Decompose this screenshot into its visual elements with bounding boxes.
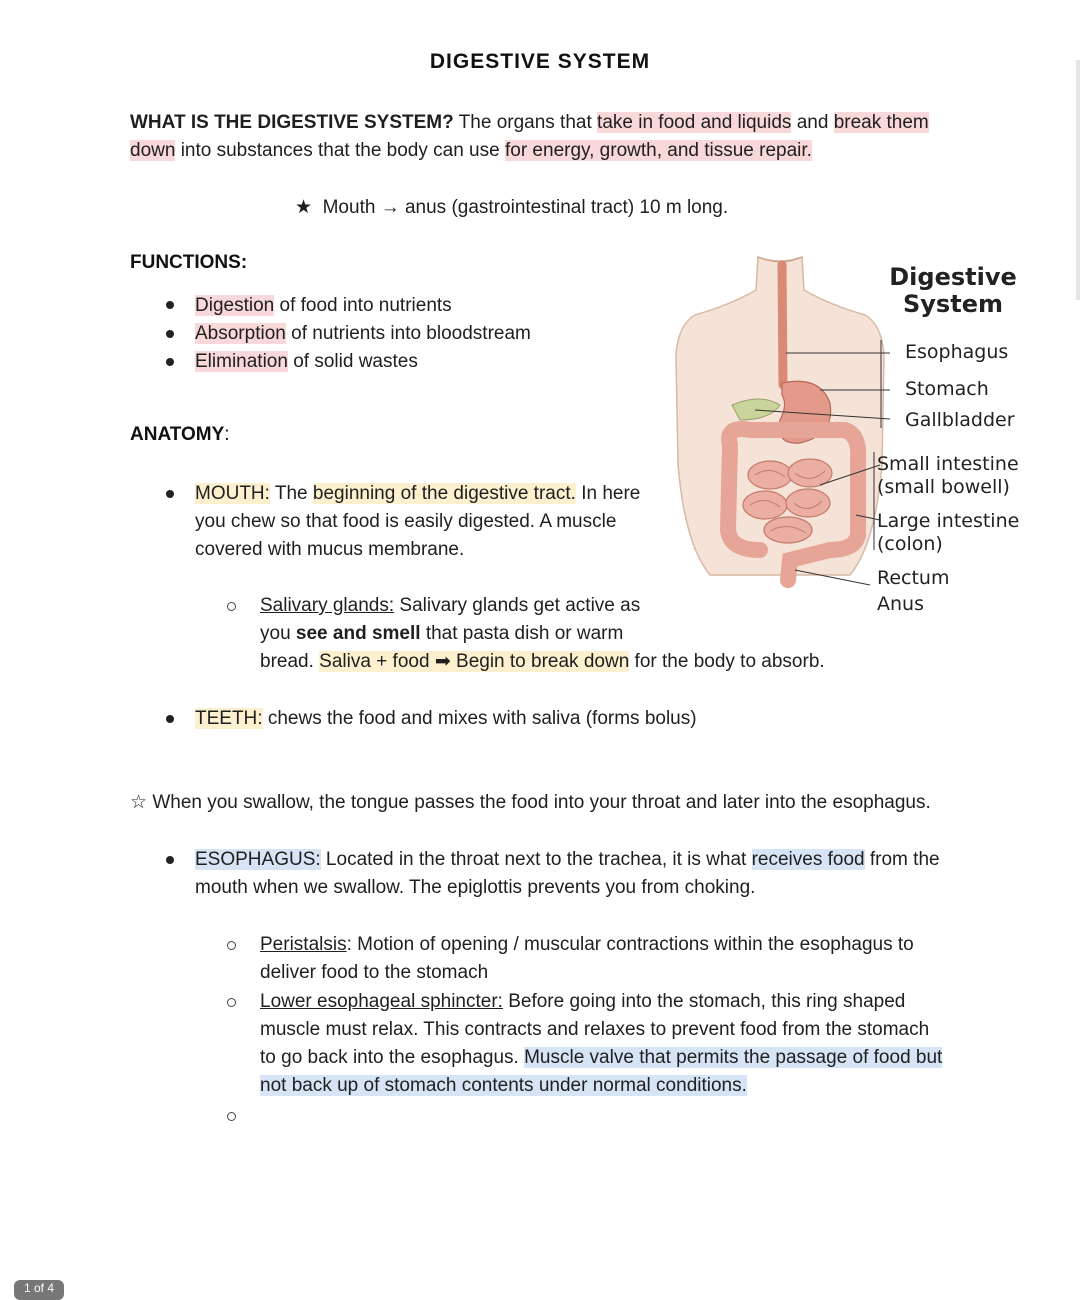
- sub-bullet-icon: [227, 1112, 236, 1121]
- bullet-icon: [166, 358, 174, 366]
- anatomy-heading-text: ANATOMY: [130, 424, 225, 445]
- label-line: Small intestine: [877, 453, 1019, 475]
- teeth-item: [195, 705, 697, 733]
- intro-paragraph: [130, 109, 950, 165]
- page-title: DIGESTIVE SYSTEM: [429, 50, 651, 73]
- salivary-highlight: Begin to break down: [456, 651, 630, 672]
- teeth-label: TEETH:: [195, 708, 263, 729]
- sphincter-highlight: Muscle valve that permits the passage of food but: [524, 1047, 943, 1068]
- mouth-text: covered with mucus membrane.: [195, 539, 465, 560]
- sphincter-text: muscle must relax. This contracts and relaxes to prevent food from the stomach: [260, 1019, 930, 1040]
- function-desc: of nutrients into bloodstream: [285, 323, 531, 344]
- diagram-title: [888, 264, 1018, 318]
- label-gallbladder: Gallbladder: [905, 409, 1015, 431]
- salivary-text: bread.: [260, 651, 320, 672]
- teeth-text: chews the food and mixes with saliva (forms bolus): [262, 708, 697, 729]
- swallow-text: When you swallow, the tongue passes the food into your throat and later into the esophagus.: [147, 792, 931, 813]
- salivary-text: Salivary glands get active as: [394, 595, 641, 616]
- label-line: (small bowell): [877, 476, 1010, 498]
- sub-bullet-icon: [227, 998, 236, 1007]
- label-stomach: Stomach: [905, 378, 989, 400]
- sphincter-highlight: not back up of stomach contents under normal conditions.: [260, 1075, 747, 1096]
- bullet-icon: [166, 856, 174, 864]
- swallow-note: [130, 789, 931, 817]
- tract-length-note: [295, 194, 728, 222]
- sphincter-text: Before going into the stomach, this ring shaped: [502, 991, 906, 1012]
- bullet-icon: [166, 715, 174, 723]
- anatomy-colon: :: [224, 424, 230, 445]
- salivary-text: that pasta dish or warm: [420, 623, 624, 644]
- peristalsis-text: deliver food to the stomach: [260, 962, 489, 983]
- sphincter-text: to go back into the esophagus.: [260, 1047, 525, 1068]
- intro-text: into substances that the body can use: [175, 140, 505, 161]
- intro-highlight-4: for energy, growth, and tissue repair.: [504, 140, 812, 161]
- page-indicator: 1 of 4: [14, 1280, 64, 1300]
- bullet-icon: [166, 490, 174, 498]
- label-line: Large intestine: [877, 510, 1020, 532]
- diagram-title-line: Digestive: [889, 263, 1017, 291]
- arrow-right-icon: →: [380, 197, 400, 218]
- salivary-label: Salivary glands:: [260, 595, 395, 616]
- bullet-icon: [166, 330, 174, 338]
- salivary-item: [260, 592, 860, 676]
- sphincter-item: [260, 988, 980, 1100]
- sub-bullet-icon: [227, 602, 236, 611]
- esophagus-highlight: receives food: [751, 849, 865, 870]
- mouth-item: [195, 480, 675, 564]
- tract-end: anus (gastrointestinal tract) 10 m long.: [404, 197, 729, 218]
- sub-bullet-icon: [227, 941, 236, 950]
- intro-text: and: [791, 112, 834, 133]
- label-esophagus: Esophagus: [905, 341, 1009, 363]
- peristalsis-text: : Motion of opening / muscular contractions within the esophagus to: [346, 934, 914, 955]
- salivary-text: for the body to absorb.: [629, 651, 825, 672]
- function-desc: of food into nutrients: [274, 295, 452, 316]
- function-term: Digestion: [195, 295, 275, 316]
- label-line: (colon): [877, 533, 943, 555]
- esophagus-text: Located in the throat next to the trachea, it is what: [320, 849, 752, 870]
- label-small-intestine: [877, 453, 1019, 499]
- esophagus-text: mouth when we swallow. The epiglottis prevents you from choking.: [195, 877, 756, 898]
- sphincter-label: Lower esophageal sphincter:: [260, 991, 503, 1012]
- star-icon: ★: [295, 197, 313, 218]
- mouth-text: you chew so that food is easily digested. A muscle: [195, 511, 617, 532]
- digestive-system-illustration: [670, 245, 890, 590]
- mouth-label: MOUTH:: [195, 483, 270, 504]
- bullet-icon: [166, 301, 174, 309]
- esophagus-item: [195, 846, 975, 902]
- salivary-bold: see and smell: [295, 623, 421, 644]
- esophagus-label: ESOPHAGUS:: [195, 849, 321, 870]
- star-outline-icon: ☆: [130, 792, 148, 813]
- function-term: Absorption: [195, 323, 286, 344]
- intro-question: WHAT IS THE DIGESTIVE SYSTEM?: [130, 112, 454, 133]
- scrollbar[interactable]: [1076, 60, 1080, 300]
- intro-highlight-1: take in food and liquids: [597, 112, 792, 133]
- intro-text: The organs that: [453, 112, 598, 133]
- mouth-highlight: beginning of the digestive tract.: [312, 483, 576, 504]
- label-rectum: Rectum: [877, 567, 950, 589]
- mouth-text: The: [269, 483, 313, 504]
- salivary-highlight: Saliva + food: [319, 651, 430, 672]
- arrow-right-icon: ➡: [429, 651, 457, 672]
- function-term: Elimination: [195, 351, 288, 372]
- label-anus: Anus: [877, 593, 924, 615]
- function-desc: of solid wastes: [287, 351, 418, 372]
- function-item: [195, 320, 531, 348]
- mouth-text: In here: [575, 483, 641, 504]
- esophagus-text: from the: [864, 849, 940, 870]
- label-large-intestine: [877, 510, 1019, 556]
- intro-highlight-2: break them: [833, 112, 929, 133]
- peristalsis-label: Peristalsis: [260, 934, 347, 955]
- peristalsis-item: [260, 931, 980, 987]
- salivary-text: you: [260, 623, 296, 644]
- tract-start: Mouth: [322, 197, 376, 218]
- function-item: [195, 292, 452, 320]
- function-item: [195, 348, 418, 376]
- anatomy-heading: [130, 424, 230, 446]
- diagram-title-line: System: [903, 290, 1003, 318]
- intro-highlight-3: down: [130, 140, 176, 161]
- functions-heading: FUNCTIONS:: [130, 252, 248, 273]
